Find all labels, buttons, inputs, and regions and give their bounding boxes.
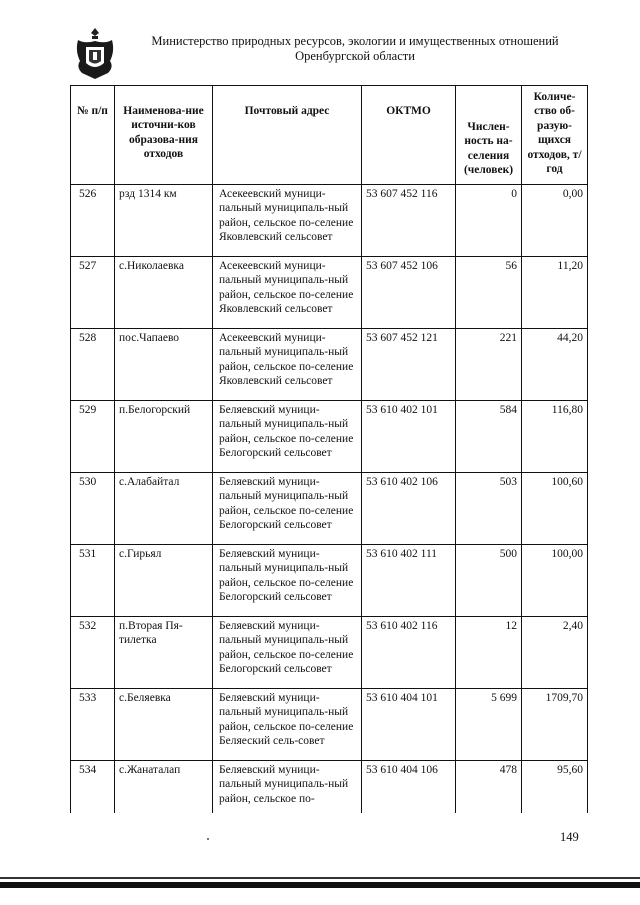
cell-address: Беляевский муници-пальный муниципаль-ный район, сельское по-селение Белогорский сельсовет xyxy=(213,473,362,545)
cell-waste-amount: 100,60 xyxy=(522,473,588,545)
table-row xyxy=(71,761,588,813)
cell-source-name: с.Жанаталап xyxy=(115,761,213,813)
cell-waste-amount: 2,40 xyxy=(522,617,588,689)
cell-population: 584 xyxy=(456,401,522,473)
table-row xyxy=(71,689,588,761)
cell-source-name: пос.Чапаево xyxy=(115,329,213,401)
table-row xyxy=(71,329,588,401)
cell-waste-amount: 0,00 xyxy=(522,185,588,257)
waste-sources-table xyxy=(70,85,588,813)
cell-address: Асекеевский муници-пальный муниципаль-ный район, сельское по-селение Яковлевский сельсовет xyxy=(213,329,362,401)
cell-waste-amount: 116,80 xyxy=(522,401,588,473)
cell-waste-amount: 1709,70 xyxy=(522,689,588,761)
table-row xyxy=(71,401,588,473)
cell-population: 503 xyxy=(456,473,522,545)
table-row xyxy=(71,257,588,329)
cell-population: 56 xyxy=(456,257,522,329)
cell-source-name: рзд 1314 км xyxy=(115,185,213,257)
bottom-bar xyxy=(0,882,640,888)
cell-source-name: с.Николаевка xyxy=(115,257,213,329)
header-line-1: Министерство природных ресурсов, экологии и имущественных отношений xyxy=(151,34,559,48)
cell-source-name: с.Беляевка xyxy=(115,689,213,761)
table-row xyxy=(71,617,588,689)
cell-oktmo: 53 610 404 101 xyxy=(362,689,456,761)
cell-oktmo: 53 610 404 106 xyxy=(362,761,456,813)
cell-waste-amount: 44,20 xyxy=(522,329,588,401)
ministry-header xyxy=(130,34,580,64)
cell-population: 5 699 xyxy=(456,689,522,761)
cell-number: 526 xyxy=(71,185,115,257)
col-header-waste-amount: Количе-ство об-разую-щихся отходов, т/год xyxy=(522,86,588,185)
page-number: 149 xyxy=(560,830,579,844)
cell-population: 12 xyxy=(456,617,522,689)
table-row xyxy=(71,473,588,545)
cell-population: 221 xyxy=(456,329,522,401)
cell-address: Беляевский муници-пальный муниципаль-ный район, сельское по-селение Белогорский сельсовет xyxy=(213,545,362,617)
table-row xyxy=(71,185,588,257)
cell-oktmo: 53 607 452 116 xyxy=(362,185,456,257)
cell-oktmo: 53 610 402 111 xyxy=(362,545,456,617)
cell-population: 0 xyxy=(456,185,522,257)
col-header-oktmo: ОКТМО xyxy=(362,86,456,185)
col-header-source-name: Наименова-ние источни-ков образова-ния отходов xyxy=(115,86,213,185)
cell-address: Асекеевский муници-пальный муниципаль-ный район, сельское по-селение Яковлевский сельсовет xyxy=(213,257,362,329)
cell-number: 529 xyxy=(71,401,115,473)
cell-oktmo: 53 610 402 106 xyxy=(362,473,456,545)
col-header-number: № п/п xyxy=(71,86,115,185)
cell-waste-amount: 100,00 xyxy=(522,545,588,617)
cell-number: 531 xyxy=(71,545,115,617)
col-header-population: Числен-ность на-селения (человек) xyxy=(456,86,522,185)
cell-population: 500 xyxy=(456,545,522,617)
cell-number: 530 xyxy=(71,473,115,545)
cell-number: 533 xyxy=(71,689,115,761)
cell-waste-amount: 95,60 xyxy=(522,761,588,813)
cell-number: 528 xyxy=(71,329,115,401)
bottom-rule xyxy=(0,877,640,879)
cell-address: Асекеевский муници-пальный муниципаль-ный район, сельское по-селение Яковлевский сельсовет xyxy=(213,185,362,257)
cell-address: Беляевский муници-пальный муниципаль-ный район, сельское по-селение Белогорский сельсовет xyxy=(213,401,362,473)
cell-oktmo: 53 607 452 106 xyxy=(362,257,456,329)
scan-speck xyxy=(207,838,209,840)
cell-number: 527 xyxy=(71,257,115,329)
cell-address: Беляевский муници-пальный муниципаль-ный район, сельское по-селение Беляеский сель-совет xyxy=(213,689,362,761)
col-header-address: Почтовый адрес xyxy=(213,86,362,185)
cell-population: 478 xyxy=(456,761,522,813)
table-row xyxy=(71,545,588,617)
cell-address: Беляевский муници-пальный муниципаль-ный район, сельское по- xyxy=(213,761,362,813)
cell-oktmo: 53 610 402 101 xyxy=(362,401,456,473)
cell-oktmo: 53 610 402 116 xyxy=(362,617,456,689)
cell-oktmo: 53 607 452 121 xyxy=(362,329,456,401)
header-line-2: Оренбургской области xyxy=(295,49,415,63)
cell-waste-amount: 11,20 xyxy=(522,257,588,329)
cell-address: Беляевский муници-пальный муниципаль-ный район, сельское по-селение Белогорский сельсовет xyxy=(213,617,362,689)
cell-source-name: п.Вторая Пя-тилетка xyxy=(115,617,213,689)
cell-number: 532 xyxy=(71,617,115,689)
cell-source-name: п.Белогорский xyxy=(115,401,213,473)
cell-source-name: с.Алабайтал xyxy=(115,473,213,545)
cell-number: 534 xyxy=(71,761,115,813)
coat-of-arms-icon xyxy=(72,25,118,81)
cell-source-name: с.Гирьял xyxy=(115,545,213,617)
table-header-row xyxy=(71,86,588,185)
